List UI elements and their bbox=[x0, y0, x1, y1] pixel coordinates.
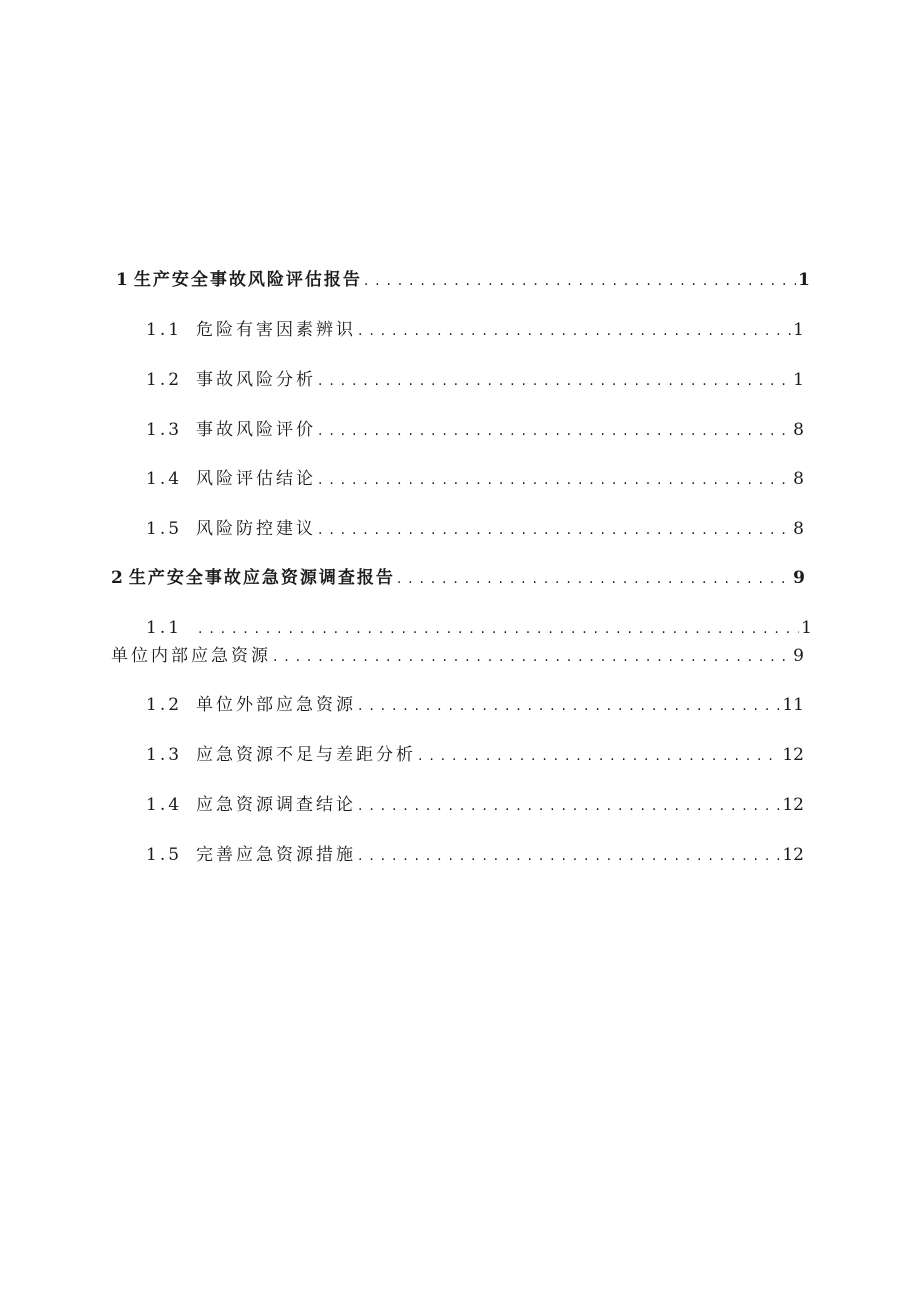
toc-entry-page: 1 bbox=[801, 618, 812, 638]
dot-leader bbox=[318, 367, 791, 394]
toc-entry-title: 应急资源不足与差距分析 bbox=[196, 745, 417, 765]
dot-leader bbox=[318, 466, 791, 493]
toc-entry-number: 1.5 bbox=[146, 845, 183, 865]
toc-entry-title: 应急资源调查结论 bbox=[196, 795, 357, 815]
toc-entry-number: 1.1 bbox=[146, 618, 183, 638]
dot-leader bbox=[358, 317, 791, 344]
toc-entry[interactable] bbox=[146, 466, 804, 492]
toc-entry-number: 2 bbox=[111, 568, 125, 588]
toc-entry-title: 单位外部应急资源 bbox=[196, 695, 357, 715]
toc-entry[interactable] bbox=[111, 643, 804, 669]
toc-entry-page: 12 bbox=[782, 745, 804, 765]
toc-entry-title: 完善应急资源措施 bbox=[196, 845, 357, 865]
toc-entry-number: 1.3 bbox=[146, 420, 183, 440]
toc-entry-title: 风险评估结论 bbox=[196, 469, 317, 489]
toc-entry-title: 生产安全事故风险评估报告 bbox=[133, 270, 362, 290]
toc-entry[interactable] bbox=[146, 615, 812, 641]
toc-entry-page: 9 bbox=[793, 646, 804, 666]
dot-leader bbox=[418, 742, 780, 769]
toc-entry-title: 事故风险分析 bbox=[196, 370, 317, 390]
toc-entry-title: 风险防控建议 bbox=[196, 519, 317, 539]
toc-entry[interactable] bbox=[146, 367, 804, 393]
toc-entry-number: 1.2 bbox=[146, 695, 183, 715]
toc-entry-page: 9 bbox=[793, 568, 805, 588]
toc-entry-title: 事故风险评价 bbox=[196, 420, 317, 440]
toc-entry-page: 12 bbox=[782, 845, 804, 865]
dot-leader bbox=[358, 842, 780, 869]
toc-entry-number: 1.4 bbox=[146, 469, 183, 489]
toc-entry-page: 8 bbox=[793, 519, 804, 539]
toc-entry-page: 11 bbox=[782, 695, 804, 715]
toc-entry-number: 1.4 bbox=[146, 795, 183, 815]
toc-entry-title: 单位内部应急资源 bbox=[111, 646, 271, 666]
toc-entry-page: 1 bbox=[798, 270, 810, 290]
toc-entry-page: 12 bbox=[782, 795, 804, 815]
dot-leader bbox=[364, 267, 796, 294]
toc-entry-page: 1 bbox=[793, 320, 804, 340]
toc-entry-number: 1.2 bbox=[146, 370, 183, 390]
toc-entry-title: 生产安全事故应急资源调查报告 bbox=[128, 568, 395, 588]
toc-entry-number: 1.3 bbox=[146, 745, 183, 765]
toc-entry[interactable] bbox=[146, 692, 804, 718]
toc-entry[interactable] bbox=[111, 565, 805, 591]
toc-entry-page: 1 bbox=[793, 370, 804, 390]
toc-entry[interactable] bbox=[146, 842, 804, 868]
dot-leader bbox=[358, 792, 780, 819]
toc-entry[interactable] bbox=[146, 317, 804, 343]
toc-entry-number: 1.1 bbox=[146, 320, 183, 340]
toc-entry[interactable] bbox=[146, 417, 804, 443]
dot-leader bbox=[318, 417, 791, 444]
toc-entry[interactable] bbox=[146, 792, 804, 818]
dot-leader bbox=[198, 615, 799, 642]
toc-entry-title: 危险有害因素辨识 bbox=[196, 320, 357, 340]
toc-entry-number: 1.5 bbox=[146, 519, 183, 539]
dot-leader bbox=[358, 692, 780, 719]
toc-entry[interactable] bbox=[116, 267, 810, 293]
dot-leader bbox=[273, 643, 791, 670]
toc-entry[interactable] bbox=[146, 516, 804, 542]
toc-entry-page: 8 bbox=[793, 469, 804, 489]
dot-leader bbox=[318, 516, 791, 543]
dot-leader bbox=[397, 565, 791, 592]
toc-entry-number: 1 bbox=[116, 270, 130, 290]
toc-entry-page: 8 bbox=[793, 420, 804, 440]
toc-entry[interactable] bbox=[146, 742, 804, 768]
